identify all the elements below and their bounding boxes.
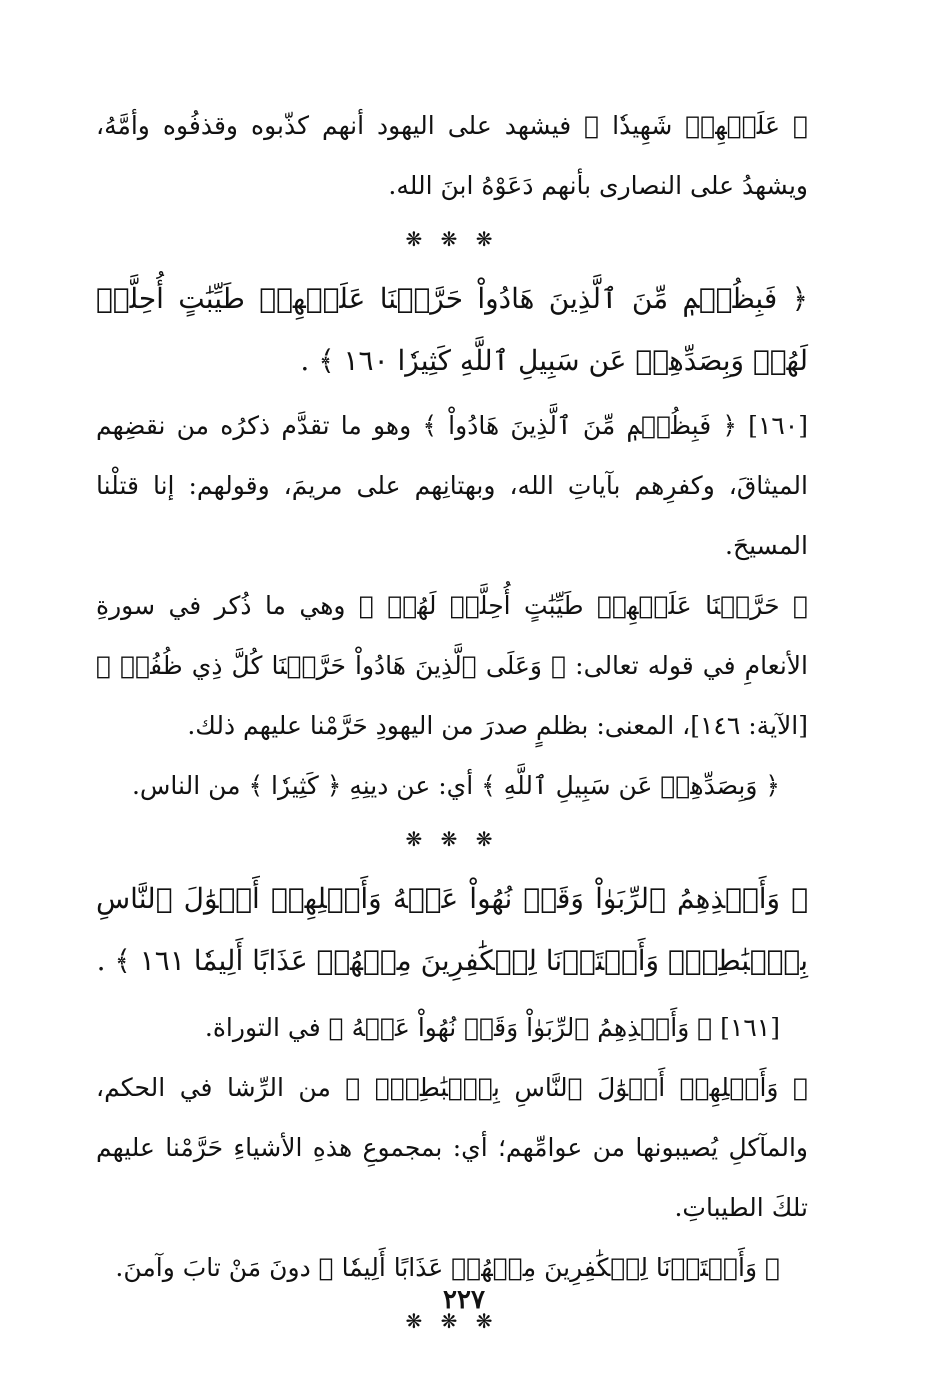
commentary-paragraph: ﴿ حَرَّمۡنَا عَلَيۡهِمۡ طَيِّبَٰتٍ أُحِلَّتۡ لَهُمۡ ﴾ وهي ما ذُكر في سورةِ الأنعامِ في قوله تعالى: ﴿ وَعَلَى ٱلَّذِينَ هَادُواْ حَرَّمۡنَا كُلَّ ذِي ظُفُرٖ ﴾ [الآية: ١٤٦]، المعنى: بظلمٍ صدرَ من اليهودِ حَرَّمْنا عليهم ذلك. <box>96 591 808 740</box>
quran-verse-160: ﴿ فَبِظُلۡمٖ مِّنَ ٱلَّذِينَ هَادُواْ حَرَّمۡنَا عَلَيۡهِمۡ طَيِّبَٰتٍ أُحِلَّتۡ لَهُمۡ وَبِصَدِّهِمۡ عَن سَبِيلِ ٱللَّهِ كَثِيرٗا ١٦٠ ﴾ . <box>96 282 808 377</box>
section-separator: ❋ ❋ ❋ <box>405 227 499 251</box>
commentary-paragraph: ﴿ عَلَيۡهِمۡ شَهِيدٗا ﴾ فيشهد على اليهود أنهم كذّبوه وقذفُوه وأمَّهُ، ويشهدُ على النصارى بأنهم دَعَوْهُ ابنَ الله. <box>96 111 808 200</box>
section-separator: ❋ ❋ ❋ <box>405 1309 499 1333</box>
section-separator: ❋ ❋ ❋ <box>405 827 499 851</box>
page-body <box>96 96 808 1350</box>
page-number: ٢٢٧ <box>443 1285 485 1315</box>
commentary-paragraph: ﴿ وَبِصَدِّهِمۡ عَن سَبِيلِ ٱللَّهِ ﴾ أي: عن دينِهِ ﴿ كَثِيرٗا ﴾ من الناس. <box>131 771 780 800</box>
quran-verse-161: ﴿ وَأَخۡذِهِمُ ٱلرِّبَوٰاْ وَقَدۡ نُهُواْ عَنۡهُ وَأَكۡلِهِمۡ أَمۡوَٰلَ ٱلنَّاسِ بِٱلۡبَٰطِلِۚ وَأَعۡتَدۡنَا لِلۡكَٰفِرِينَ مِنۡهُمۡ عَذَابًا أَلِيمٗا ١٦١ ﴾ . <box>96 882 808 977</box>
commentary-paragraph: [١٦٠] ﴿ فَبِظُلۡمٖ مِّنَ ٱلَّذِينَ هَادُواْ ﴾ وهو ما تقدَّم ذكرُه من نقضِهم الميثاقَ، وكفرِهم بآياتِ الله، وبهتانِهم على مريمَ، وقولهم: إنا قتلْنا المسيحَ. <box>96 411 808 560</box>
commentary-paragraph: ﴿ وَأَعۡتَدۡنَا لِلۡكَٰفِرِينَ مِنۡهُمۡ عَذَابًا أَلِيمٗا ﴾ دونَ مَنْ تابَ وآمنَ. <box>115 1253 780 1282</box>
commentary-paragraph: [١٦١] ﴿ وَأَخۡذِهِمُ ٱلرِّبَوٰاْ وَقَدۡ نُهُواْ عَنۡهُ ﴾ في التوراة. <box>204 1013 780 1042</box>
commentary-paragraph: ﴿ وَأَكۡلِهِمۡ أَمۡوَٰلَ ٱلنَّاسِ بِٱلۡبَٰطِلِۚ ﴾ من الرِّشا في الحكم، والمآكلِ يُصيبونها من عوامِّهم؛ أي: بمجموعِ هذهِ الأشياءِ حَرَّمْنا عليهم تلكَ الطيباتِ. <box>96 1073 808 1222</box>
